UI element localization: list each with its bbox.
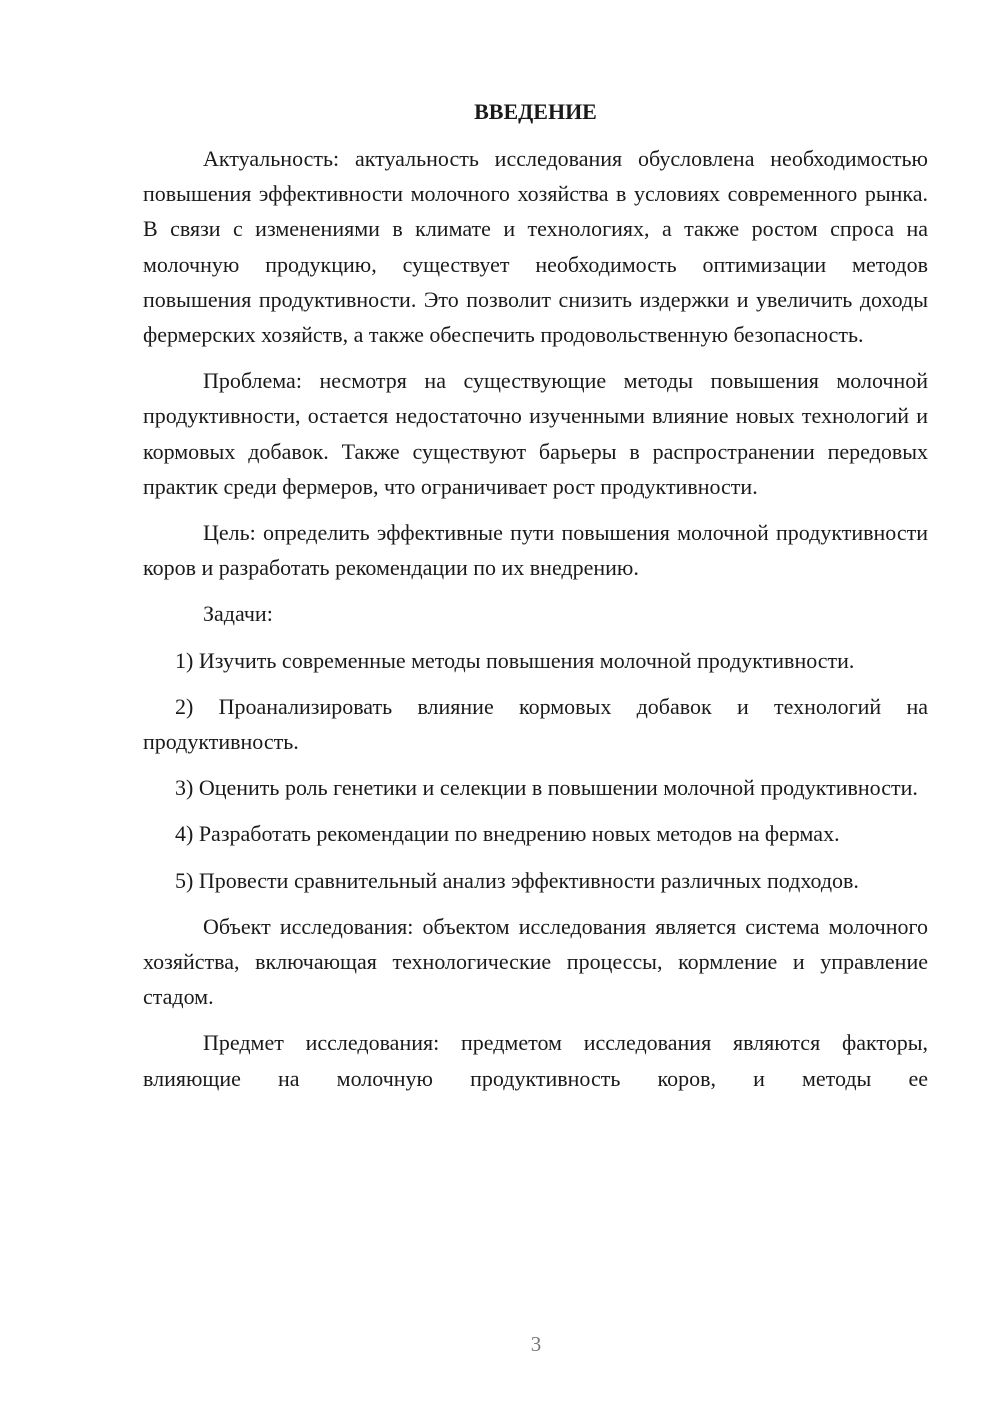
paragraph-goal: Цель: определить эффективные пути повышения молочной продуктивности коров и разработать рекомендации по их внедрению. [143,520,928,581]
paragraph-object: Объект исследования: объектом исследования является система молочного хозяйства, включающая технологические процессы, кормление и управление стадом. [143,913,928,1010]
task-item: 3) Оценить роль генетики и селекции в повышении молочной продуктивности. [175,775,918,801]
tasks-label: Задачи: [203,601,273,627]
page-content [143,94,928,1107]
task-item: 1) Изучить современные методы повышения молочной продуктивности. [175,647,855,673]
task-item: 5) Провести сравнительный анализ эффективности различных подходов. [175,867,859,893]
page-number: 3 [530,1332,542,1356]
task-item: 4) Разработать рекомендации по внедрению новых методов на фермах. [175,821,840,847]
section-heading: ВВЕДЕНИЕ [474,99,597,124]
paragraph-problem: Проблема: несмотря на существующие методы повышения молочной продуктивности, остается недостаточно изученными влияние новых технологий и кормовых добавок. Также существуют барьеры в распространении передовых практик среди фермеров, что ограничивает рост продуктивности. [143,368,928,499]
paragraph-relevance: Актуальность: актуальность исследования обусловлена необходимостью повышения эффективности молочного хозяйства в условиях современного рынка. В связи с изменениями в климате и технологиях, а также ростом спроса на молочную продукцию, существует необходимость оптимизации методов повышения продуктивности. Это позволит снизить издержки и увеличить доходы фермерских хозяйств, а также обеспечить продовольственную безопасность. [143,146,928,348]
task-item: 2) Проанализировать влияние кормовых добавок и технологий на продуктивность. [143,693,928,755]
paragraph-subject: Предмет исследования: предметом исследования являются факторы, влияющие на молочную продуктивность коров, и методы ее [143,1030,928,1091]
